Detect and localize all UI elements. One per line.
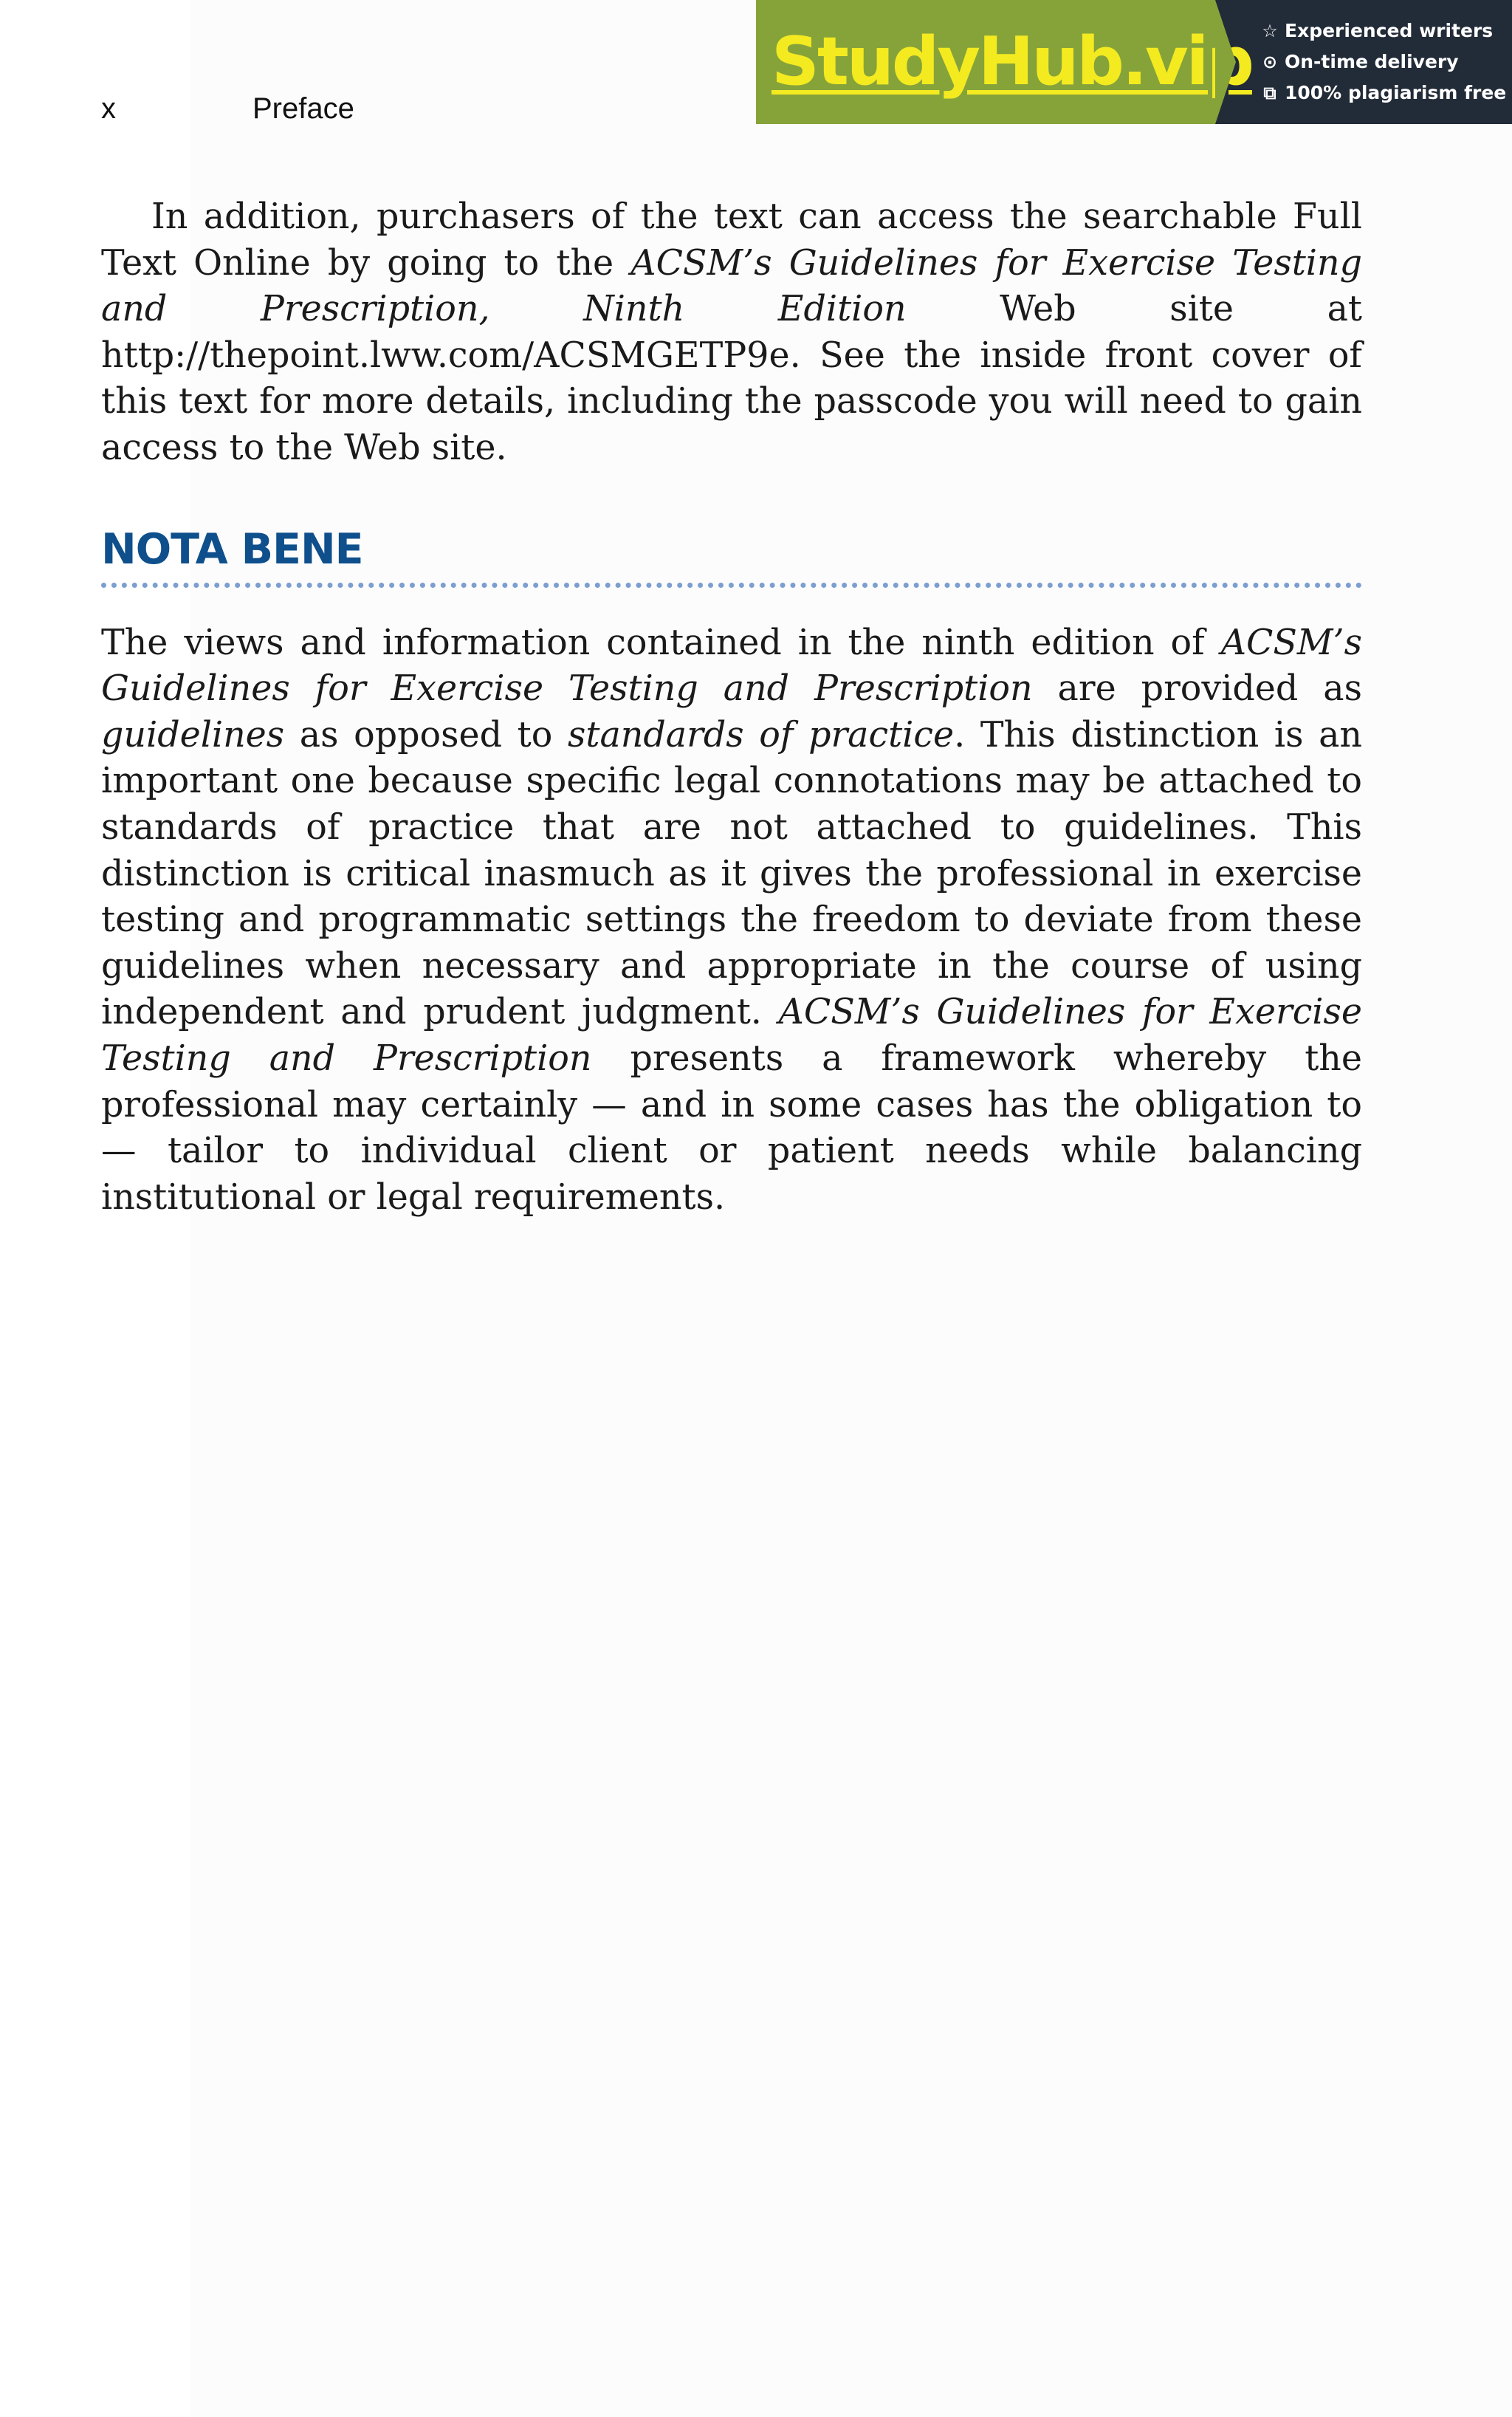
book-title-italic: ACSM’s Guidelines for Exercise Testing and Prescription — [101, 622, 1362, 710]
feature-label: On-time delivery — [1285, 51, 1459, 72]
paragraph-full-text-online — [101, 194, 1362, 472]
emphasis-italic: standards of practice — [568, 714, 955, 755]
feature-label: 100% plagiarism free — [1285, 82, 1507, 103]
copy-icon: ⧉ — [1263, 83, 1276, 103]
feature-label: Experienced writers — [1285, 20, 1494, 41]
banner-features-panel — [1215, 0, 1512, 124]
paragraph-text: The views and information contained in the ninth edition of — [101, 622, 1221, 663]
paragraph-text: presents a framework whereby the professional may certainly — and in some cases has the obligation to — tailor to individual client or patient needs while balancing institutional or legal requirements. — [101, 1038, 1362, 1218]
heading-dotted-rule — [101, 583, 1362, 588]
brand-logo-text[interactable]: StudyHub.vip — [772, 23, 1252, 100]
book-title-italic: ACSM’s Guidelines for Exercise Testing and Prescription, Ninth Edition — [101, 242, 1362, 330]
section-heading-nota-bene: NOTA BENE — [101, 524, 363, 574]
banner-brand-panel[interactable] — [756, 0, 1252, 124]
star-icon: ☆ — [1262, 21, 1278, 41]
running-header — [101, 92, 354, 126]
emphasis-italic: guidelines — [101, 714, 285, 755]
paragraph-text: as opposed to — [284, 714, 568, 755]
running-title: Preface — [252, 92, 354, 125]
page-number: x — [101, 92, 116, 125]
studyhub-banner[interactable] — [756, 0, 1512, 124]
clock-icon: ⊙ — [1262, 52, 1278, 72]
paragraph-text: Web site at http://thepoint.lww.com/ACSMGETP9e. See the inside front cover of this text for more details, including the passcode you will need to gain access to the Web site. — [101, 289, 1363, 468]
paragraph-text: . This distinction is an important one because specific legal connotations may be attached to standards of practice that are not attached to guidelines. This distinction is critical inasmuch as it gives the professional in exercise testing and programmatic settings the freedom to deviate from these guidelines when necessary and appropriate in the course of using independent and prudent judgment. — [101, 714, 1362, 1033]
book-title-italic: ACSM’s Guidelines for Exercise Testing and Prescription — [101, 992, 1362, 1079]
paragraph-text: In addition, purchasers of the text can access the searchable Full Text Online by going to the — [101, 196, 1362, 284]
feature-plagiarism-free — [1260, 81, 1512, 105]
paragraph-nota-bene — [101, 620, 1362, 1221]
page-content — [101, 194, 1362, 1221]
feature-experienced-writers — [1260, 19, 1512, 43]
feature-on-time-delivery — [1260, 50, 1512, 74]
paragraph-text: are provided as — [1032, 668, 1362, 710]
